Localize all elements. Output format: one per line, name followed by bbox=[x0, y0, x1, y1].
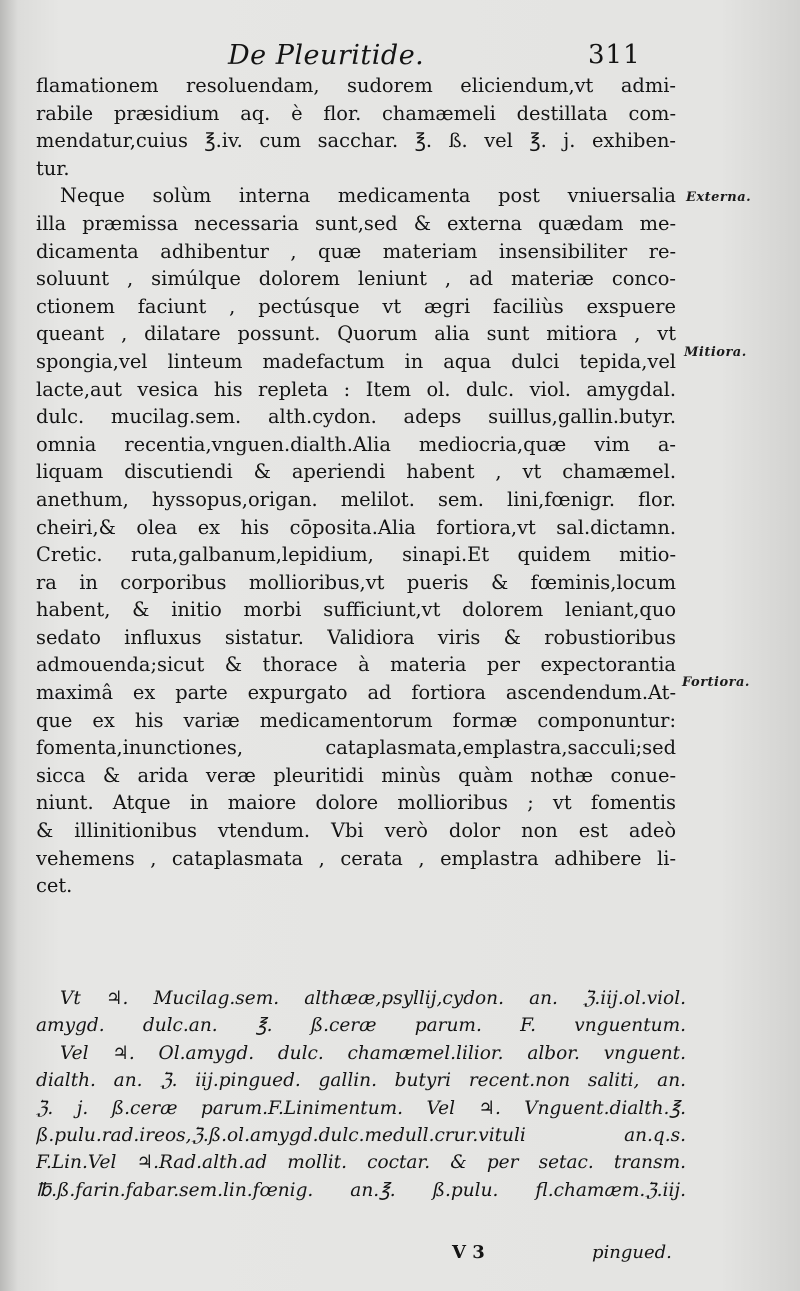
margin-note-mitiora: Mitiora. bbox=[684, 345, 747, 360]
text-line: fomenta,inunctiones, cataplasmata,emplastra,sacculi;sed bbox=[36, 736, 676, 760]
signature-mark: V 3 bbox=[452, 1242, 485, 1263]
text-line: Neque solùm interna medicamenta post vniuersalia bbox=[60, 184, 676, 208]
text-line: vehemens , cataplasmata , cerata , emplastra adhibere li- bbox=[36, 846, 676, 870]
text-line: cheiri,& olea ex his cōposita.Alia fortiora,vt sal.dictamn. bbox=[36, 515, 676, 539]
text-line: cet. bbox=[36, 874, 73, 898]
text-line: sicca & arida veræ pleuritidi minùs quàm nothæ conue- bbox=[36, 763, 676, 787]
text-line: niunt. Atque in maiore dolore mollioribus ; vt fomentis bbox=[36, 791, 676, 815]
page-header bbox=[0, 40, 800, 74]
text-line: Cretic. ruta,galbanum,lepidium, sinapi.Et quidem mitio- bbox=[36, 543, 676, 567]
text-line: queant , dilatare possunt. Quorum alia sunt mitiora , vt bbox=[36, 322, 676, 346]
text-line: admouenda;sicut & thorace à materia per expectorantia bbox=[36, 653, 676, 677]
text-line: liquam discutiendi & aperiendi habent , vt chamæmel. bbox=[36, 460, 676, 484]
margin-note-externa: Externa. bbox=[686, 190, 752, 205]
text-line: & illinitionibus vtendum. Vbi verò dolor non est adeò bbox=[36, 819, 676, 843]
text-line: spongia,vel linteum madefactum in aqua dulci tepida,vel bbox=[36, 349, 676, 373]
catchword: pingued. bbox=[592, 1242, 672, 1263]
text-line: tur. bbox=[36, 156, 70, 180]
text-line: dulc. mucilag.sem. alth.cydon. adeps suillus,gallin.butyr. bbox=[36, 405, 676, 429]
page-number: 311 bbox=[588, 40, 641, 70]
page-footer bbox=[0, 1242, 800, 1270]
text-line: flamationem resoluendam, sudorem eliciendum,vt admi- bbox=[36, 74, 676, 97]
text-line: anethum, hyssopus,origan. melilot. sem. lini,fœnigr. flor. bbox=[36, 487, 676, 511]
recipe-line: Vt ♃. Mucilag.sem. althææ,psyllij,cydon. an. ℨ.iij.ol.viol. bbox=[60, 988, 686, 1009]
main-text bbox=[36, 72, 676, 900]
recipe-line: dialth. an. ℨ. iij.pingued. gallin. butyri recent.non saliti, an. bbox=[36, 1070, 686, 1092]
recipe-block bbox=[36, 985, 686, 1204]
recipe-line: F.Lin.Vel ♃.Rad.alth.ad mollit. coctar. & per setac. transm. bbox=[36, 1152, 686, 1174]
text-line: illa præmissa necessaria sunt,sed & externa quædam me- bbox=[36, 211, 676, 235]
running-title: De Pleuritide. bbox=[228, 40, 425, 71]
recipe-line: ℔.ß.farin.fabar.sem.lin.fœnig. an.℥. ß.pulu. fl.chamæm.ℨ.iij. bbox=[36, 1179, 686, 1201]
text-line: rabile præsidium aq. è flor. chamæmeli destillata com- bbox=[36, 101, 676, 125]
text-line: mendatur,cuius ℥.iv. cum sacchar. ℥. ß. vel ℥. j. exhiben- bbox=[36, 129, 676, 153]
text-line: omnia recentia,vnguen.dialth.Alia mediocria,quæ vim a- bbox=[36, 432, 676, 456]
recipe-line: Vel ♃. Ol.amygd. dulc. chamæmel.lilior. albor. vnguent. bbox=[60, 1042, 686, 1064]
text-line: que ex his variæ medicamentorum formæ componuntur: bbox=[36, 708, 676, 732]
text-line: sedato influxus sistatur. Validiora viris & robustioribus bbox=[36, 625, 676, 649]
recipe-line: ℨ. j. ß.ceræ parum.F.Linimentum. Vel ♃. Vnguent.dialth.℥. bbox=[36, 1097, 686, 1119]
text-line: lacte,aut vesica his repleta : Item ol. dulc. viol. amygdal. bbox=[36, 377, 676, 401]
text-line: dicamenta adhibentur , quæ materiam insensibiliter re- bbox=[36, 239, 676, 263]
recipe-line: ß.pulu.rad.ireos,ℨ.ß.ol.amygd.dulc.medull.crur.vituli an.q.s. bbox=[36, 1124, 686, 1146]
text-line: ra in corporibus mollioribus,vt pueris & fœminis,locum bbox=[36, 570, 676, 594]
text-line: ctionem faciunt , pectúsque vt ægri faciliùs exspuere bbox=[36, 294, 676, 318]
text-line: soluunt , simúlque dolorem leniunt , ad materiæ conco- bbox=[36, 267, 676, 291]
recipe-line: amygd. dulc.an. ℥. ß.ceræ parum. F. vnguentum. bbox=[36, 1015, 686, 1037]
text-line: habent, & initio morbi sufficiunt,vt dolorem leniant,quo bbox=[36, 598, 676, 622]
margin-note-fortiora: Fortiora. bbox=[682, 675, 750, 690]
text-line: maximâ ex parte expurgato ad fortiora ascendendum.At- bbox=[36, 681, 676, 705]
